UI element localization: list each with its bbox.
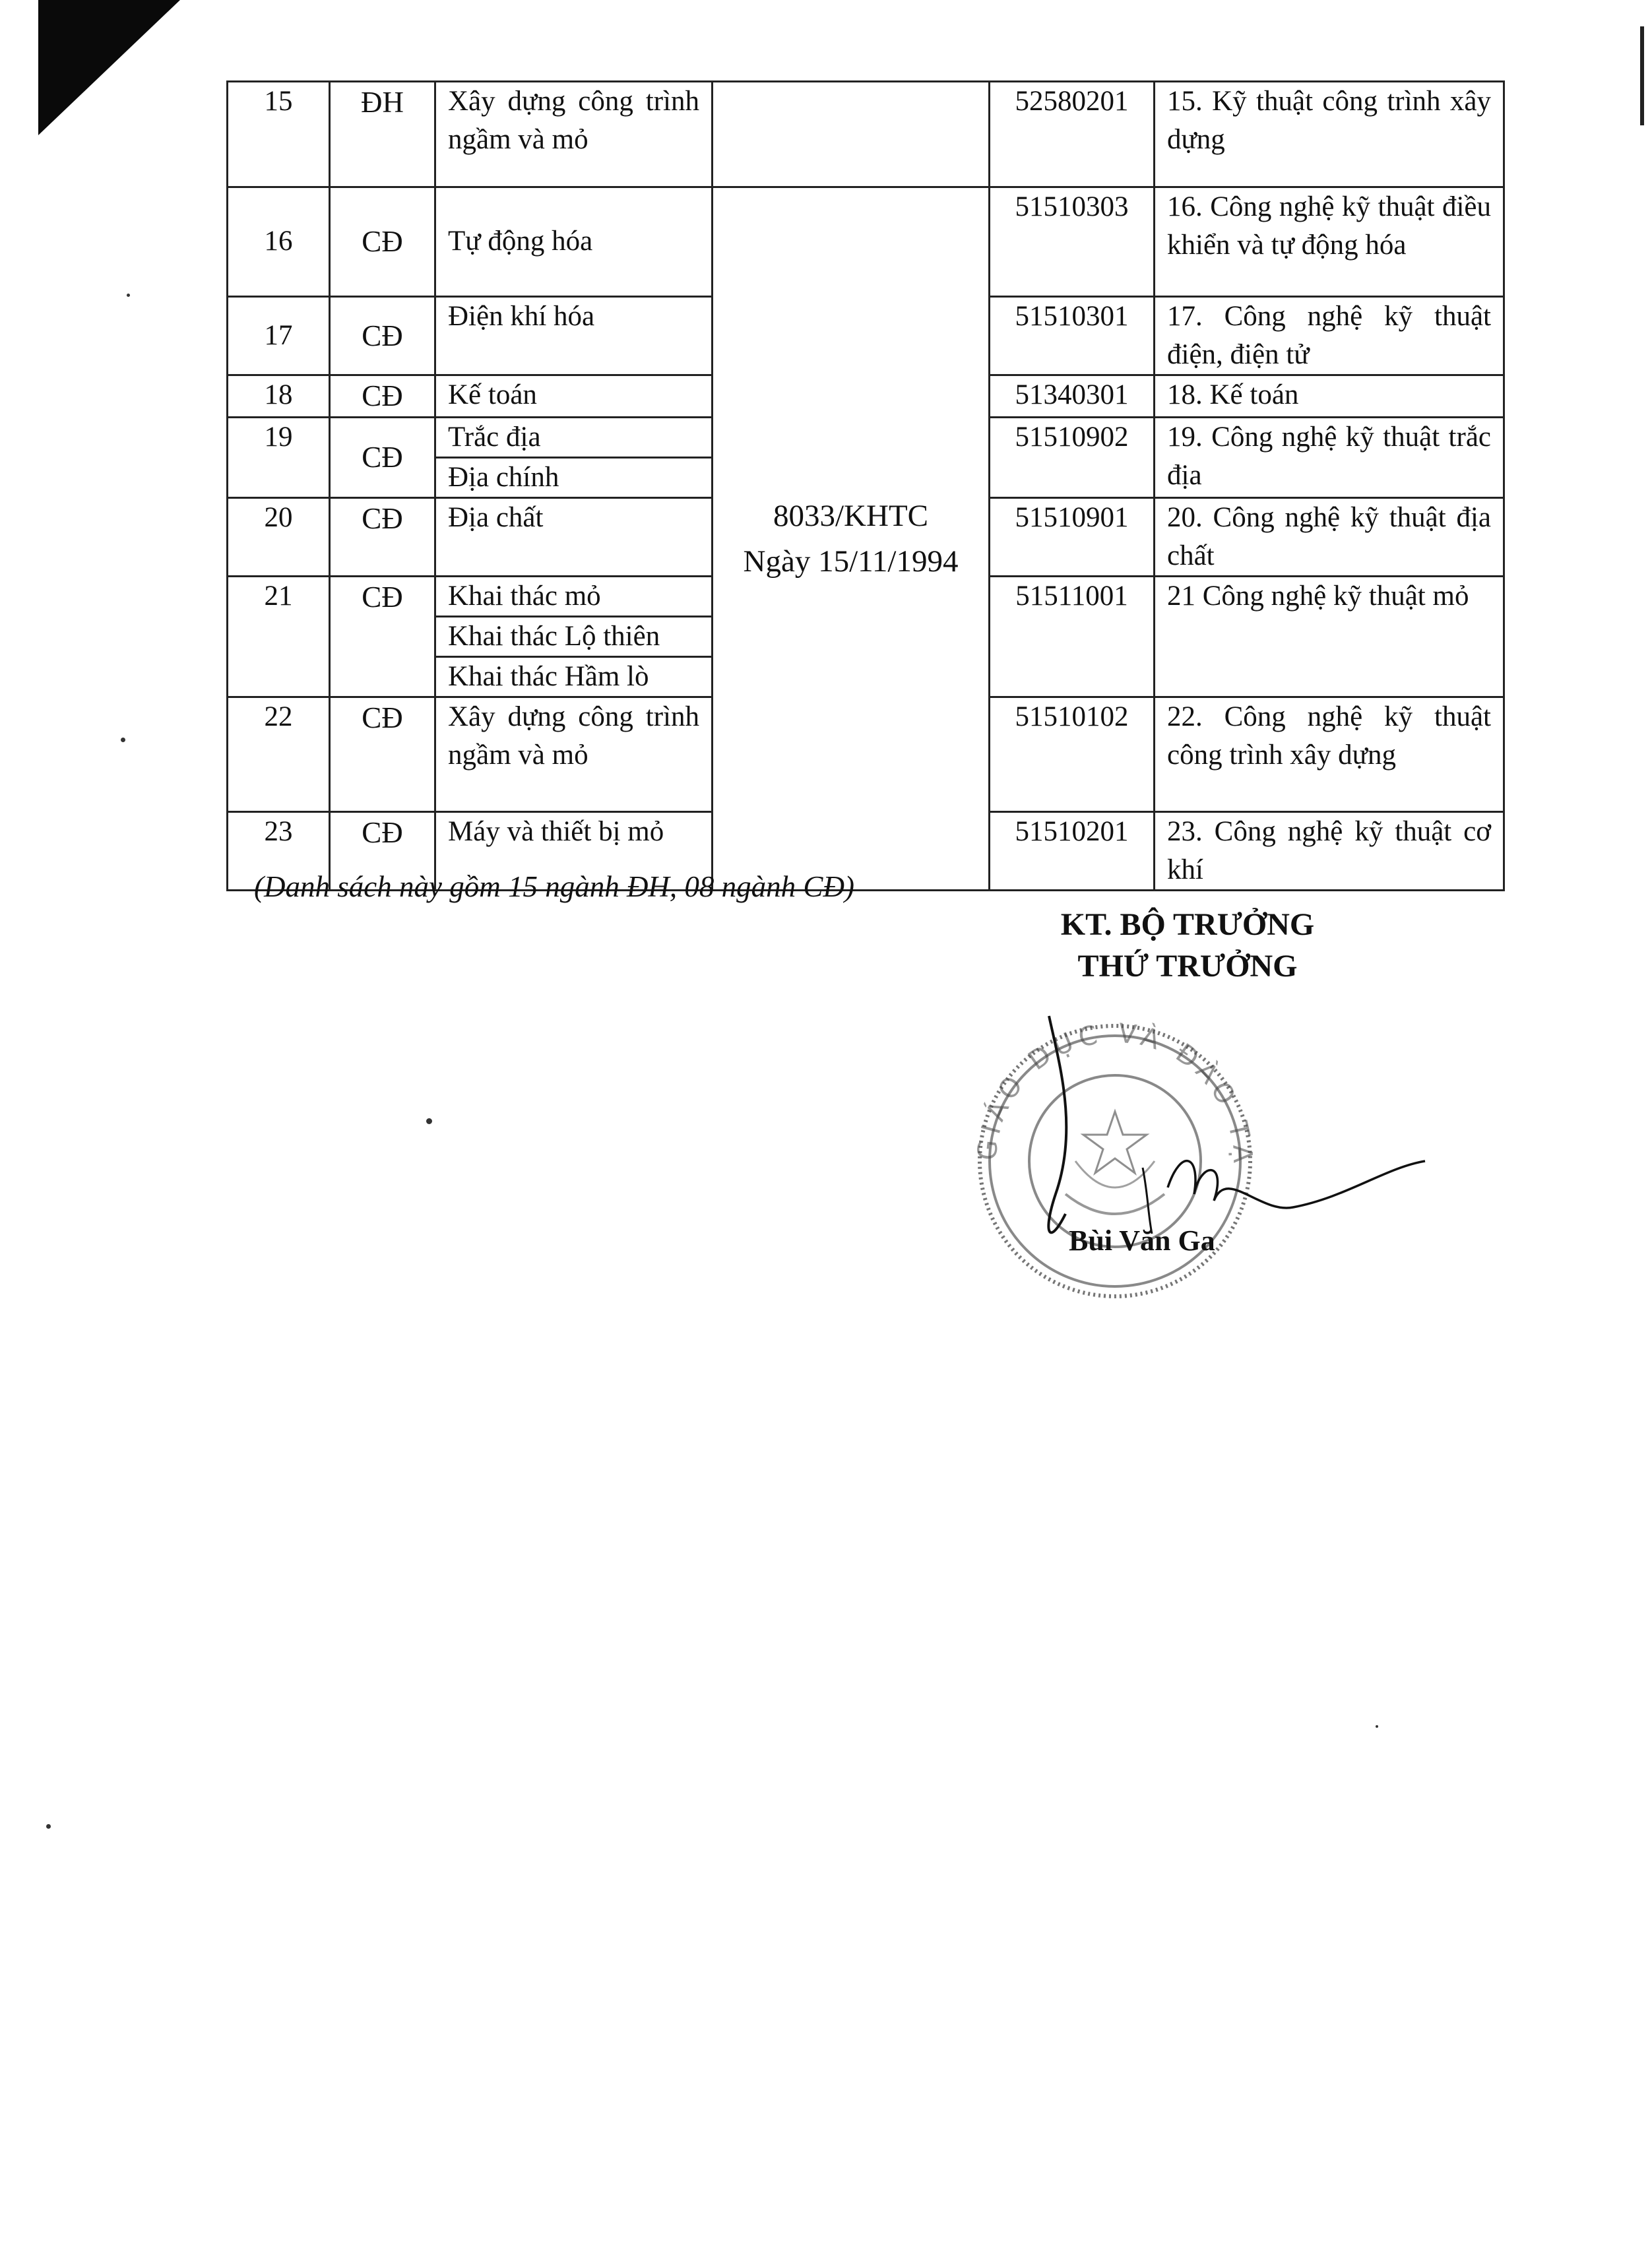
summary-note: (Danh sách này gồm 15 ngành ĐH, 08 ngành CĐ) xyxy=(254,870,854,903)
code-cell: 51340301 xyxy=(990,375,1155,418)
seal-text: GIÁO DỤC VÀ ĐÀO TẠ xyxy=(972,1018,1258,1169)
scan-speck xyxy=(121,738,125,742)
level-cell: CĐ xyxy=(330,187,435,297)
target-major-cell: 16. Công nghệ kỹ thuật điều khiển và tự động hóa xyxy=(1155,187,1504,297)
code-cell: 51510102 xyxy=(990,697,1155,812)
table-row xyxy=(228,82,1504,187)
target-major-cell: 15. Kỹ thuật công trình xây dựng xyxy=(1155,82,1504,187)
code-cell: 51511001 xyxy=(990,577,1155,697)
signer-name: Bùi Văn Ga xyxy=(1069,1224,1215,1257)
target-major-cell: 20. Công nghệ kỹ thuật địa chất xyxy=(1155,497,1504,576)
stt-cell: 18 xyxy=(228,375,330,418)
level-cell: CĐ xyxy=(330,812,435,891)
target-major-cell: 19. Công nghệ kỹ thuật trắc địa xyxy=(1155,417,1504,497)
major-sub-name: Khai thác Hầm lò xyxy=(436,656,711,696)
target-major-cell: 23. Công nghệ kỹ thuật cơ khí xyxy=(1155,812,1504,891)
official-seal xyxy=(950,996,1438,1339)
level-cell: ĐH xyxy=(330,82,435,187)
majors-table xyxy=(226,80,1505,891)
major-name-cell xyxy=(435,577,713,697)
major-name-cell: Địa chất xyxy=(435,497,713,576)
scan-speck xyxy=(127,294,130,297)
code-cell: 51510201 xyxy=(990,812,1155,891)
scan-speck xyxy=(426,1118,432,1124)
decision-date: Ngày 15/11/1994 xyxy=(743,544,959,579)
corner-scan-mark xyxy=(38,0,180,135)
stt-cell: 21 xyxy=(228,577,330,697)
decision-cell-empty xyxy=(713,82,990,187)
svg-text:GIÁO DỤC VÀ ĐÀO TẠO xyxy=(950,996,1258,1168)
seal-and-signature-graphic xyxy=(950,996,1438,1339)
code-cell: 51510301 xyxy=(990,297,1155,375)
stt-cell: 20 xyxy=(228,497,330,576)
code-cell: 51510303 xyxy=(990,187,1155,297)
decision-cell xyxy=(713,187,990,891)
stt-cell: 19 xyxy=(228,417,330,497)
major-sub-name: Khai thác Lộ thiên xyxy=(436,616,711,656)
signature-title-line2: THỨ TRƯỞNG xyxy=(1077,949,1298,984)
table-row xyxy=(228,187,1504,297)
target-major-cell: 18. Kế toán xyxy=(1155,375,1504,418)
signature-block xyxy=(937,904,1438,988)
stt-cell: 16 xyxy=(228,187,330,297)
stt-cell: 15 xyxy=(228,82,330,187)
code-cell: 51510902 xyxy=(990,417,1155,497)
major-name-cell: Kế toán xyxy=(435,375,713,418)
scan-speck xyxy=(1376,1725,1378,1728)
major-name-cell: Điện khí hóa xyxy=(435,297,713,375)
major-name-cell: Tự động hóa xyxy=(435,187,713,297)
level-cell: CĐ xyxy=(330,417,435,497)
major-name-cell: Xây dựng công trình ngầm và mỏ xyxy=(435,697,713,812)
major-sub-name: Địa chính xyxy=(436,457,711,497)
target-major-cell: 21 Công nghệ kỹ thuật mỏ xyxy=(1155,577,1504,697)
level-cell: CĐ xyxy=(330,497,435,576)
major-name-cell: Xây dựng công trình ngầm và mỏ xyxy=(435,82,713,187)
level-cell: CĐ xyxy=(330,697,435,812)
major-name-cell: Máy và thiết bị mỏ xyxy=(435,812,713,891)
scan-speck xyxy=(46,1824,51,1829)
target-major-cell: 22. Công nghệ kỹ thuật công trình xây dựng xyxy=(1155,697,1504,812)
code-cell: 52580201 xyxy=(990,82,1155,187)
level-cell: CĐ xyxy=(330,297,435,375)
major-sub-name: Khai thác mỏ xyxy=(448,581,601,612)
target-major-cell: 17. Công nghệ kỹ thuật điện, điện tử xyxy=(1155,297,1504,375)
stt-cell: 23 xyxy=(228,812,330,891)
major-name-cell xyxy=(435,417,713,497)
stt-cell: 17 xyxy=(228,297,330,375)
major-sub-name: Trắc địa xyxy=(448,421,541,453)
level-cell: CĐ xyxy=(330,577,435,697)
signature-title-line1: KT. BỘ TRƯỞNG xyxy=(1060,907,1315,942)
edge-scan-line xyxy=(1640,26,1644,125)
level-cell: CĐ xyxy=(330,375,435,418)
decision-number: 8033/KHTC xyxy=(773,499,928,534)
stt-cell: 22 xyxy=(228,697,330,812)
code-cell: 51510901 xyxy=(990,497,1155,576)
